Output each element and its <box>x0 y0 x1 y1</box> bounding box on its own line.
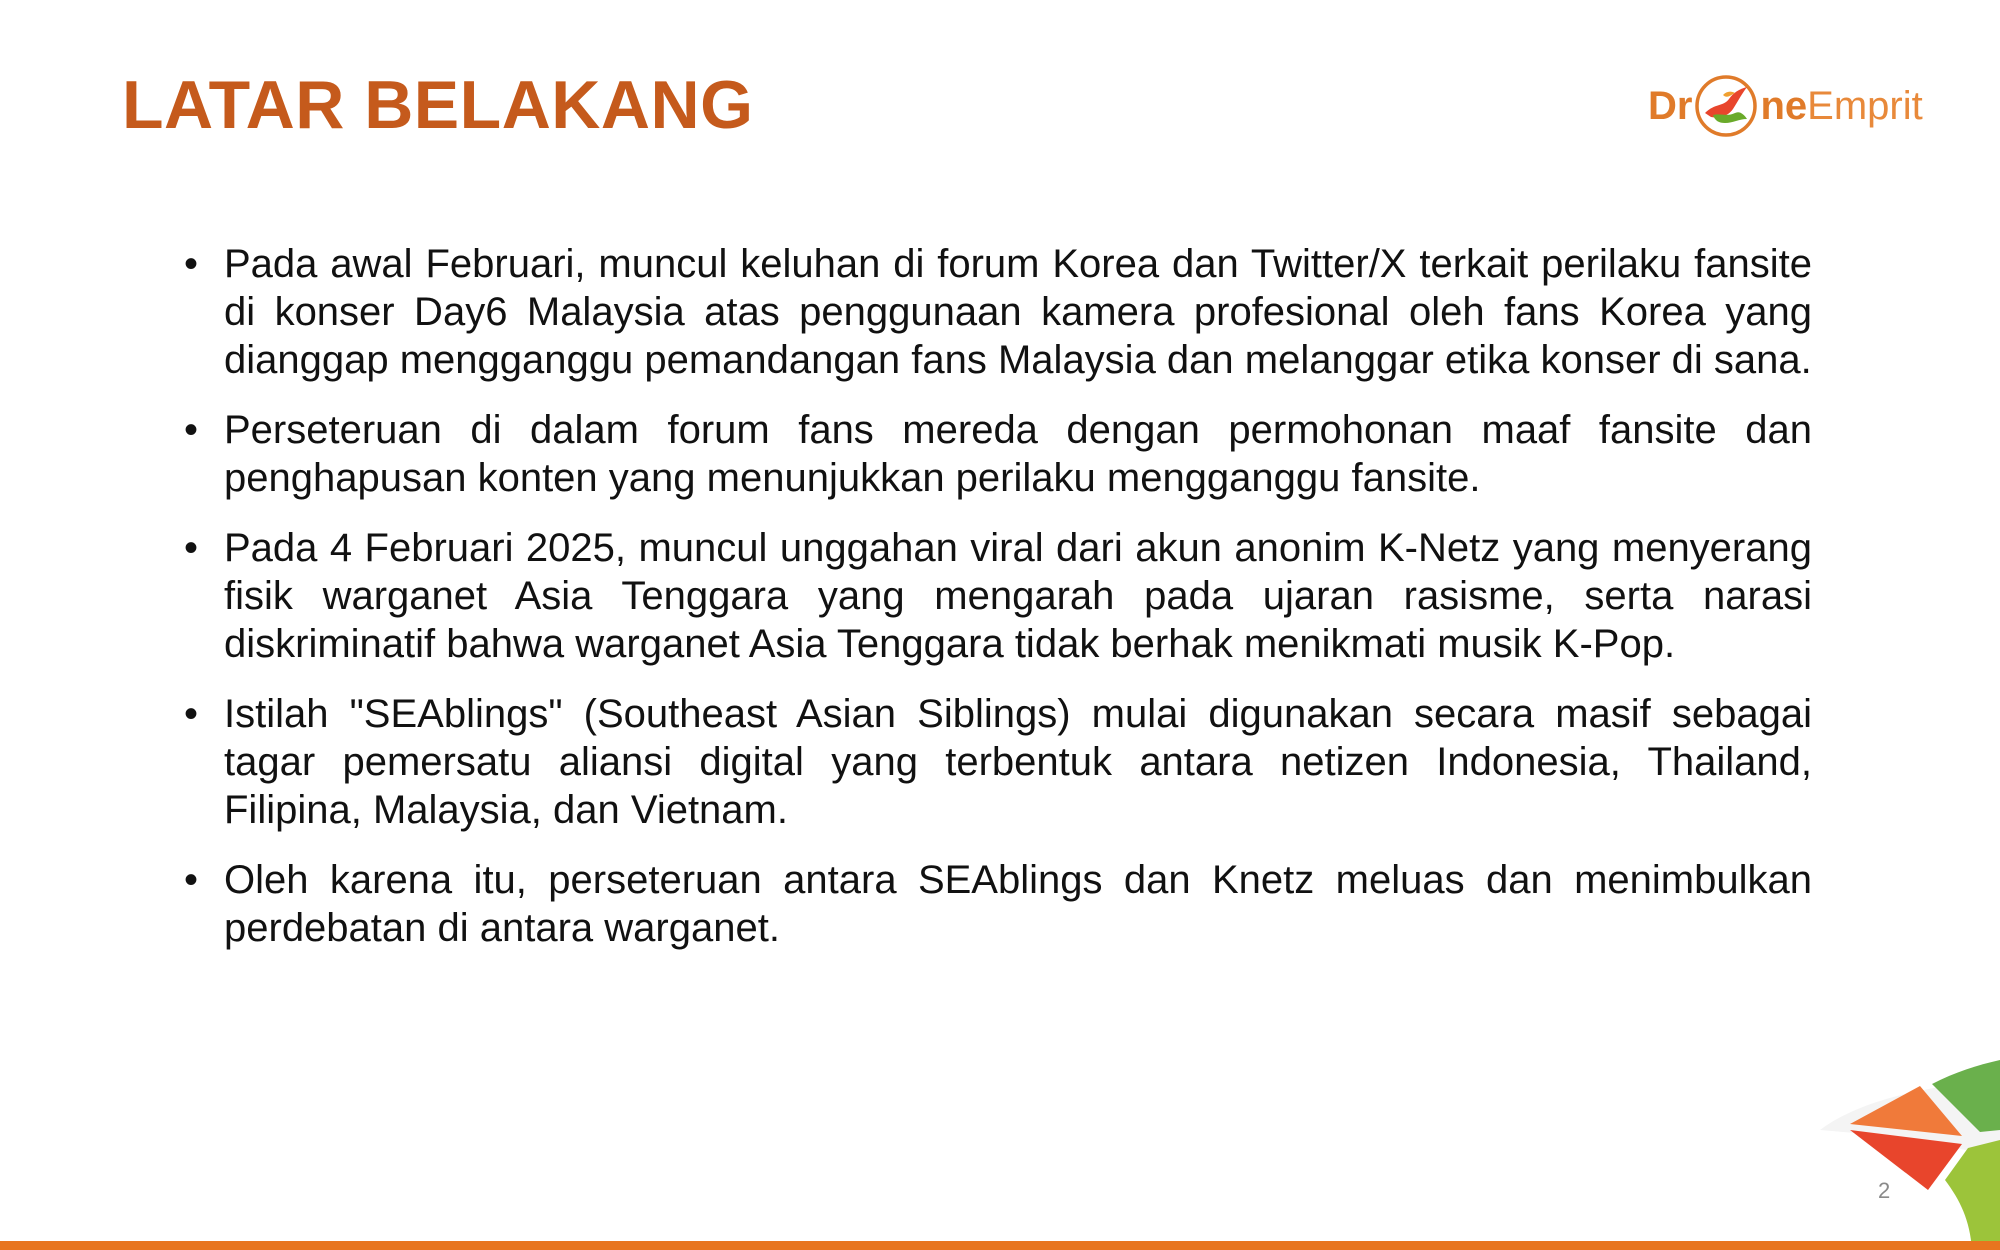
drone-emprit-logo <box>1648 70 1923 142</box>
bullet-text: Perseteruan di dalam forum fans mereda dengan permohonan maaf fansite dan penghapusan konten yang menunjukkan perilaku mengganggu fansite. <box>224 408 1812 500</box>
bullet-item <box>182 690 1812 834</box>
drone-bird-icon <box>1693 73 1759 139</box>
logo-text-dr: Dr <box>1648 84 1693 128</box>
bullet-item <box>182 524 1812 668</box>
bullet-text: Pada awal Februari, muncul keluhan di forum Korea dan Twitter/X terkait perilaku fansite di konser Day6 Malaysia atas penggunaan kamera profesional oleh fans Korea yang dianggap mengganggu pemandangan fans Malaysia dan melanggar etika konser di sana. <box>224 242 1812 382</box>
logo-text-ne: ne <box>1760 84 1808 128</box>
bullet-marker: • <box>184 692 199 736</box>
bullet-text: Istilah "SEAblings" (Southeast Asian Siblings) mulai digunakan secara masif sebagai tagar pemersatu aliansi digital yang terbentuk antara netizen Indonesia, Thailand, Filipina, Malaysia, dan Vietnam. <box>224 692 1812 832</box>
slide-title: LATAR BELAKANG <box>122 67 754 143</box>
bullet-item <box>182 406 1812 502</box>
corner-decoration <box>1820 1040 2000 1250</box>
page-number: 2 <box>1878 1178 1891 1203</box>
bullet-text: Pada 4 Februari 2025, muncul unggahan viral dari akun anonim K-Netz yang menyerang fisik warganet Asia Tenggara yang mengarah pada ujaran rasisme, serta narasi diskriminatif bahwa warganet Asia Tenggara tidak berhak menikmati musik K-Pop. <box>224 526 1812 666</box>
bullet-marker: • <box>184 858 199 902</box>
logo-text-emprit: Emprit <box>1807 84 1923 128</box>
bullet-marker: • <box>184 526 199 570</box>
bullet-text: Oleh karena itu, perseteruan antara SEAblings dan Knetz meluas dan menimbulkan perdebatan di antara warganet. <box>224 858 1812 950</box>
bottom-accent-bar <box>0 1241 2000 1250</box>
bullet-item <box>182 240 1812 384</box>
bullet-item <box>182 856 1812 952</box>
bullet-marker: • <box>184 242 199 286</box>
bullet-marker: • <box>184 408 199 452</box>
bullet-list <box>182 240 1812 974</box>
